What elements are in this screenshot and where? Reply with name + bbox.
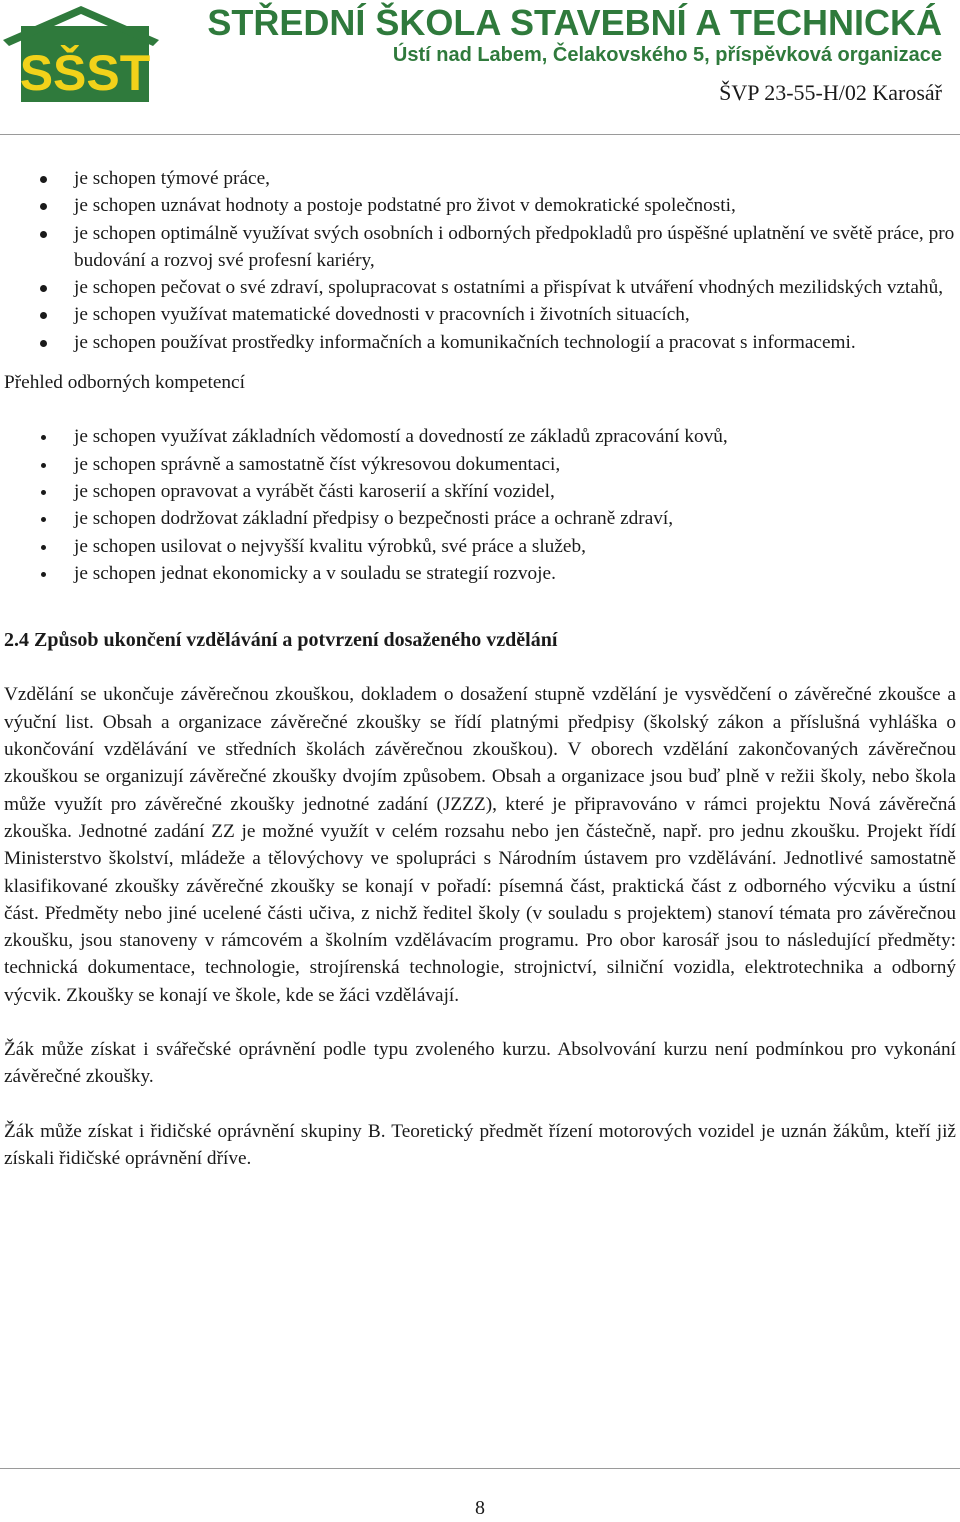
list-item: je schopen používat prostředky informačních a komunikačních technologií a pracovat s informacemi. <box>4 329 956 356</box>
list-item: je schopen optimálně využívat svých osobních i odborných předpokladů pro úspěšné uplatnění ve světě práce, pro budování a rozvoj své profesní kariéry, <box>4 220 956 275</box>
paragraph: Žák může získat i řidičské oprávnění skupiny B. Teoretický předmět řízení motorových vozidel je uznán žákům, kteří již získali řidičské oprávnění dříve. <box>4 1120 956 1169</box>
logo-text: SŠST <box>19 45 151 101</box>
paragraph: Žák může získat i svářečské oprávnění podle typu zvoleného kurzu. Absolvování kurzu není podmínkou pro vykonání závěrečné zkoušky. <box>4 1039 956 1088</box>
general-competences-list <box>4 165 956 356</box>
list-item: je schopen využívat základních vědomostí a dovedností ze základů zpracování kovů, <box>4 423 956 450</box>
section-title: Přehled odborných kompetencí <box>4 372 245 394</box>
list-item: je schopen správně a samostatně číst výkresovou dokumentaci, <box>4 451 956 478</box>
list-item: je schopen pečovat o své zdraví, spolupracovat s ostatními a přispívat k utváření vhodných mezilidských vztahů, <box>4 274 956 301</box>
paragraph: Vzdělání se ukončuje závěrečnou zkouškou, dokladem o dosažení stupně vzdělání je vysvědčení o závěrečné zkoušce a výuční list. Obsah a organizace závěrečné zkoušky se řídí platnými předpisy (školský zákon a příslušná vyhláška o ukončování vzdělávání ve středních školách závěrečnou zkouškou). V oborech vzdělání zakončovaných závěrečnou zkouškou se organizují závěrečné zkoušky dvojím způsobem. Obsah a organizace jsou buď plně v režii školy, nebo škola může využít pro závěrečné zkoušky jednotné zadání (JZZZ), které je připravováno v rámci projektu Nová závěrečná zkouška. Jednotné zadání ZZ je možné využít v celém rozsahu nebo jen částečně, např. pro jednu zkoušku. Projekt řídí Ministerstvo školství, mládeže a tělovýchovy ve spolupráci s Národním ústavem pro vzdělávání. Jednotlivé samostatně klasifikované zkoušky závěrečné zkoušky se konají v pořadí: písemná část, praktická část z odborného výcviku a ústní část. Předměty nebo jiné ucelené části učiva, z nichž ředitel školy (v souladu s projektem) stanoví témata pro závěrečnou zkoušku, jsou stanoveny v rámcovém a školním vzdělávacím programu. Pro obor karosář jsou to následující předměty: technická dokumentace, technologie, strojírenská technologie, strojnictví, silniční vozidla, elektrotechnika a odborný výcvik. Zkoušky se konají ve škole, kde se žáci vzdělávají. <box>4 684 956 1006</box>
school-name: STŘEDNÍ ŠKOLA STAVEBNÍ A TECHNICKÁ <box>207 2 942 43</box>
header-divider <box>0 134 960 135</box>
list-item: je schopen využívat matematické dovednosti v pracovních i životních situacích, <box>4 301 956 328</box>
list-item: je schopen uznávat hodnoty a postoje podstatné pro život v demokratické společnosti, <box>4 192 956 219</box>
school-logo <box>3 4 159 102</box>
list-item: je schopen opravovat a vyrábět části karoserií a skříní vozidel, <box>4 478 956 505</box>
footer-divider <box>0 1468 960 1469</box>
page-content <box>4 165 956 1172</box>
page-number: 8 <box>475 1497 485 1519</box>
heading-2-4: 2.4 Způsob ukončení vzdělávání a potvrzení dosaženého vzdělání <box>4 629 558 652</box>
list-item: je schopen týmové práce, <box>4 165 956 192</box>
page-header <box>0 0 960 135</box>
school-address: Ústí nad Labem, Čelakovského 5, příspěvková organizace <box>392 44 942 66</box>
list-item: je schopen dodržovat základní předpisy o bezpečnosti práce a ochraně zdraví, <box>4 505 956 532</box>
list-item: je schopen usilovat o nejvyšší kvalitu výrobků, své práce a služeb, <box>4 533 956 560</box>
list-item: je schopen jednat ekonomicky a v souladu se strategií rozvoje. <box>4 560 956 587</box>
svp-code: ŠVP 23-55-H/02 Karosář <box>719 80 942 105</box>
professional-competences-list <box>4 423 956 587</box>
